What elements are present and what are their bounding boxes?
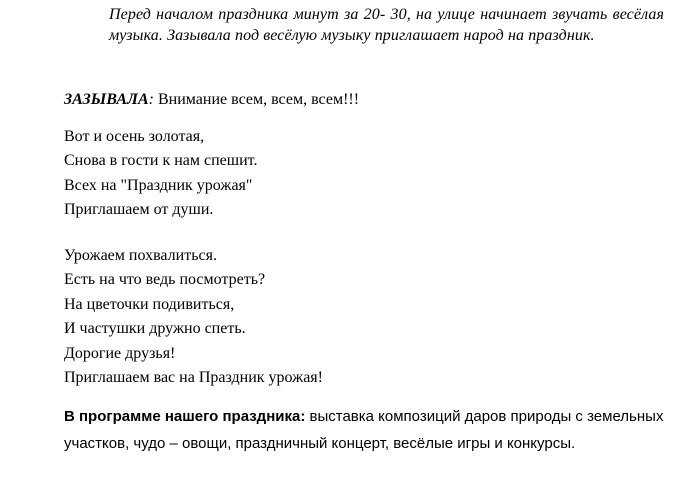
poem-line: И частушки дружно спеть.: [64, 320, 246, 338]
program-text: выставка композиций даров природы с земельных участков, чудо – овощи, праздничный концерт, весёлые игры и конкурсы.: [64, 408, 664, 452]
speaker-line: [64, 90, 359, 110]
poem-line: Дорогие друзья!: [64, 344, 176, 362]
poem-line: Урожаем похвалиться.: [64, 247, 217, 264]
poem-line: На цветочки подивиться,: [64, 295, 235, 313]
poem-line: Всех на "Праздник урожая": [64, 176, 253, 194]
poem-stanza-2: [64, 244, 323, 390]
speaker-text: Внимание всем, всем, всем!!!: [153, 91, 360, 108]
poem-line: Приглашаем от души.: [64, 201, 214, 219]
poem-stanza-1: [64, 125, 257, 223]
poem-line: Есть на что ведь посмотреть?: [64, 271, 266, 289]
program-heading: В программе нашего праздника:: [64, 408, 306, 425]
poem-line: Приглашаем вас на Праздник урожая!: [64, 369, 323, 387]
intro-stage-direction: Перед началом праздника минут за 20- 30, на улице начинает звучать весёлая музыка. Зазывала под весёлую музыку приглашает народ на праздник.: [109, 6, 664, 44]
speaker-colon: :: [148, 91, 154, 108]
program-paragraph: [64, 404, 664, 457]
poem-line: Снова в гости к нам спешит.: [64, 152, 258, 170]
poem-line: Вот и осень золотая,: [64, 128, 205, 145]
speaker-name: ЗАЗЫВАЛА: [64, 91, 149, 108]
